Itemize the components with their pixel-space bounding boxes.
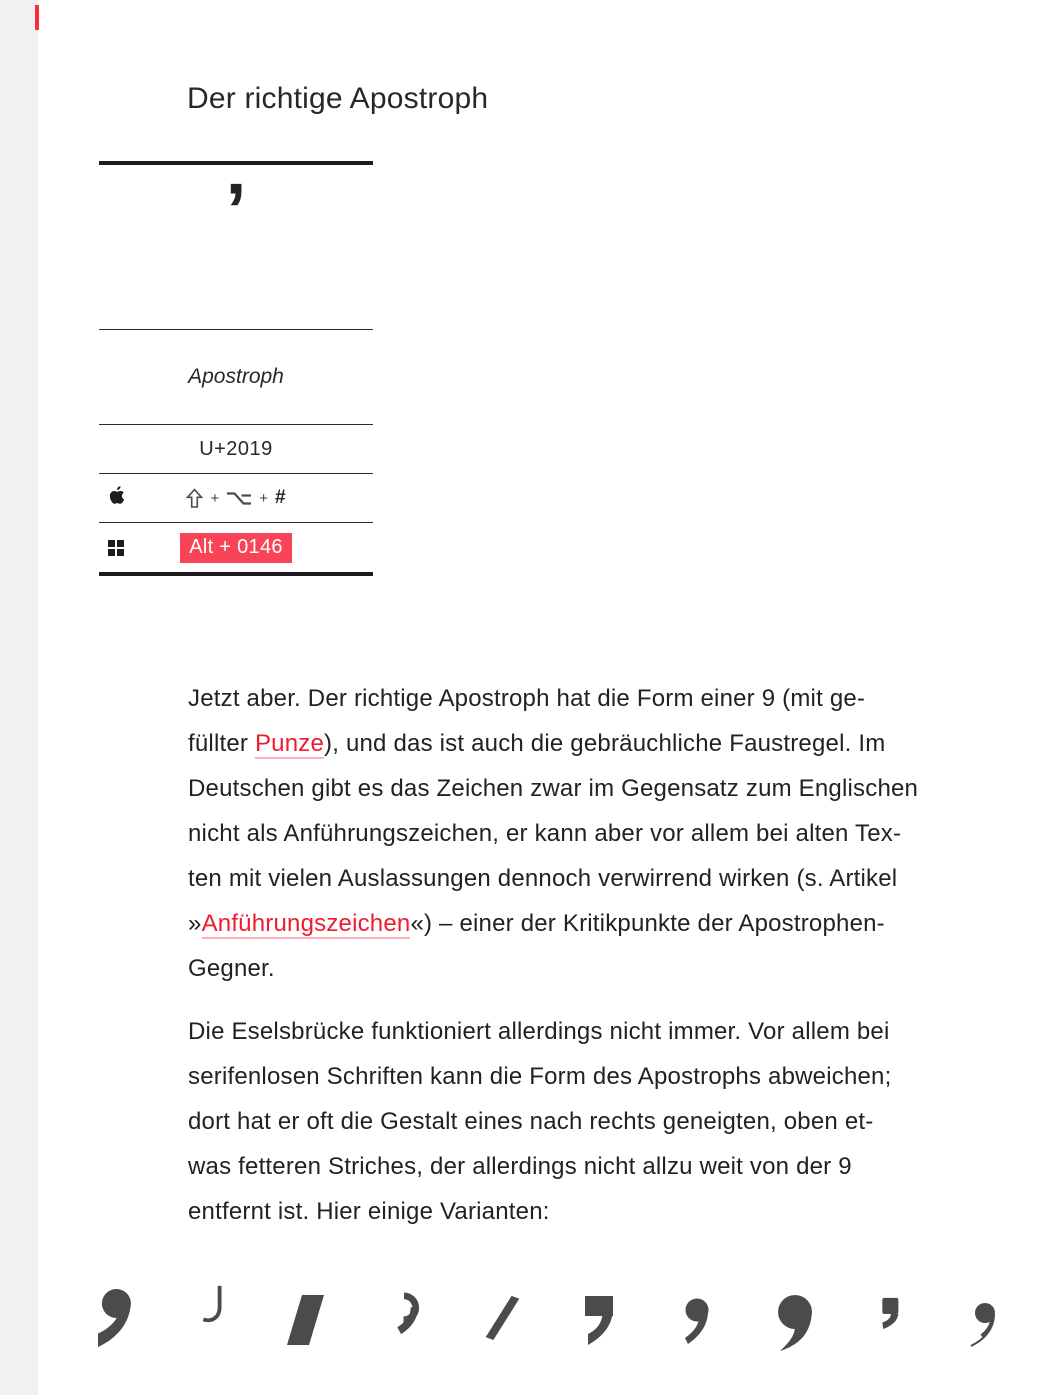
text-segment: Jetzt aber. Der richtige Apostroph hat die Form einer 9 (mit ge- bbox=[188, 685, 866, 712]
apostrophe-variant-slanted-stroke bbox=[483, 1294, 521, 1340]
article-body bbox=[188, 676, 998, 1252]
text-segment: Gegner. bbox=[188, 955, 275, 982]
infobox-unicode-row bbox=[99, 425, 373, 474]
text-line bbox=[188, 811, 998, 856]
text-line bbox=[188, 856, 998, 901]
text-segment: dort hat er oft die Gestalt eines nach rechts geneigten, oben et- bbox=[188, 1108, 874, 1135]
text-segment: serifenlosen Schriften kann die Form des Apostrophs abweichen; bbox=[188, 1063, 892, 1090]
apostrophe-variant-thin-hook bbox=[196, 1284, 226, 1328]
text-segment: ten mit vielen Auslassungen dennoch verwirrend wirken (s. Artikel bbox=[188, 865, 898, 892]
text-segment: ), und das ist auch die gebräuchliche Faustregel. Im bbox=[324, 730, 886, 757]
apple-icon bbox=[108, 486, 125, 511]
plus-separator: + bbox=[210, 489, 220, 507]
infobox-name-row bbox=[99, 330, 373, 425]
shift-key-icon bbox=[186, 488, 203, 509]
text-line bbox=[188, 901, 998, 946]
text-segment: was fetteren Striches, der allerdings nicht allzu weit von der 9 bbox=[188, 1153, 852, 1180]
text-segment: Deutschen gibt es das Zeichen zwar im Gegensatz zum Englischen bbox=[188, 775, 919, 802]
text-segment: nicht als Anführungszeichen, er kann aber vor allem bei alten Tex- bbox=[188, 820, 902, 847]
infobox-windows-row bbox=[99, 523, 373, 572]
glyph-name: Apostroph bbox=[188, 365, 284, 388]
paragraph bbox=[188, 676, 998, 991]
text-line bbox=[188, 766, 998, 811]
option-key-icon bbox=[226, 491, 252, 506]
text-segment: » bbox=[188, 910, 202, 937]
text-line bbox=[188, 1009, 998, 1054]
text-segment: «) – einer der Kritikpunkte der Apostrophen- bbox=[410, 910, 885, 937]
text-segment: füllter bbox=[188, 730, 255, 757]
text-line bbox=[188, 1099, 998, 1144]
page-title: Der richtige Apostroph bbox=[187, 82, 489, 116]
text-line bbox=[188, 1054, 998, 1099]
apostrophe-variant-teardrop bbox=[676, 1296, 710, 1346]
text-line bbox=[188, 676, 998, 721]
apostrophe-glyph: ’ bbox=[225, 168, 247, 253]
infobox-mac-row bbox=[99, 474, 373, 523]
windows-shortcut-highlight: Alt + 0146 bbox=[180, 533, 292, 563]
inline-link[interactable]: Anführungszeichen bbox=[201, 910, 411, 937]
plus-separator: + bbox=[259, 489, 268, 507]
apostrophe-variant-hairline bbox=[963, 1302, 997, 1348]
text-segment: Die Eselsbrücke funktioniert allerdings nicht immer. Vor allem bei bbox=[188, 1018, 890, 1045]
apostrophe-variant-open-nine bbox=[386, 1292, 422, 1336]
infobox-glyph-row bbox=[99, 165, 373, 330]
apostrophe-variant-square-nine bbox=[583, 1294, 615, 1346]
unicode-codepoint: U+2019 bbox=[199, 437, 273, 460]
mac-shortcut bbox=[186, 487, 285, 509]
apostrophe-variants-row bbox=[92, 1268, 997, 1368]
text-line bbox=[188, 1144, 998, 1189]
left-gutter bbox=[0, 0, 38, 1395]
paragraph bbox=[188, 1009, 998, 1234]
apostrophe-variant-slanted-slab bbox=[287, 1292, 325, 1346]
apostrophe-variant-round-bold bbox=[771, 1294, 813, 1352]
apostrophe-infobox bbox=[99, 161, 373, 576]
hash-key: # bbox=[274, 487, 286, 508]
text-line bbox=[188, 721, 998, 766]
windows-icon bbox=[108, 540, 124, 556]
scroll-progress-indicator bbox=[35, 5, 39, 30]
inline-link[interactable]: Punze bbox=[254, 730, 325, 757]
text-line bbox=[188, 1189, 998, 1234]
apostrophe-variant-small-block bbox=[874, 1296, 902, 1330]
apostrophe-variant-bold-nine bbox=[92, 1288, 135, 1350]
text-segment: entfernt ist. Hier einige Varianten: bbox=[188, 1198, 550, 1225]
text-line bbox=[188, 946, 998, 991]
